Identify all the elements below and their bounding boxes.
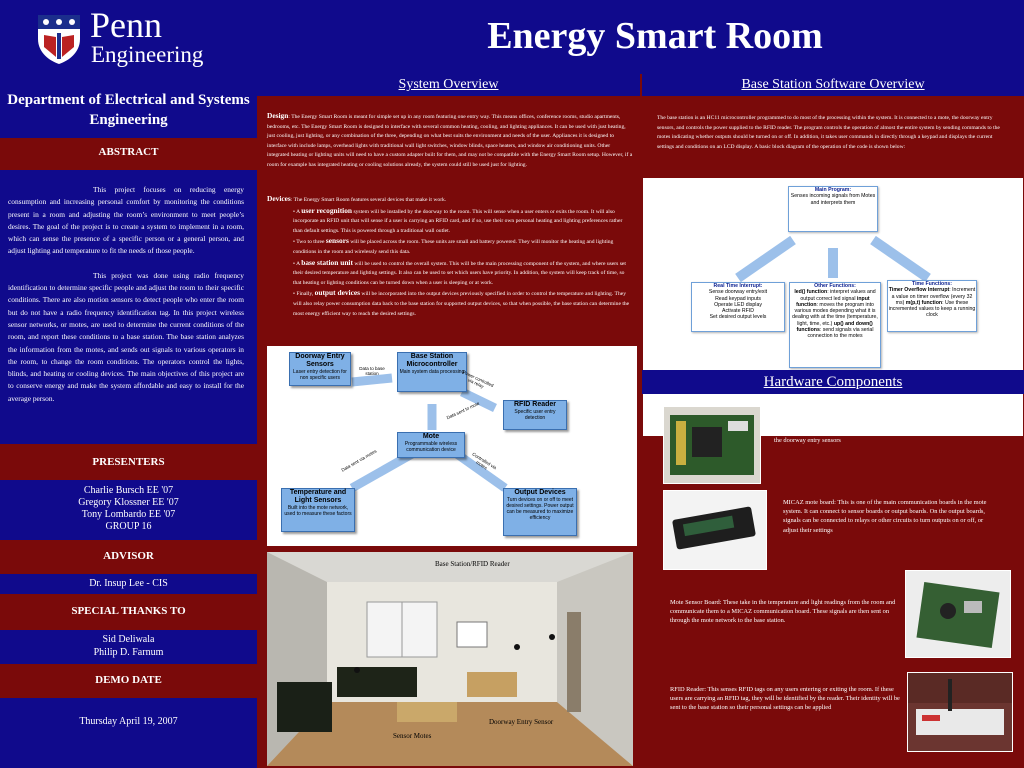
design-label: Design bbox=[267, 111, 289, 120]
function-desc: : Increment a value on timer overflow (every 32 ms) bbox=[891, 287, 976, 306]
hc11-caption: The HC11 microcontroller: This is the base station of the system, and provides the main processing power. It is connected to the motes, the power supply for the RFID reader, and the doorway entry sensors bbox=[774, 419, 1004, 445]
main-area bbox=[257, 74, 1024, 768]
rfid-device-icon bbox=[908, 673, 1012, 751]
hc11-board-image bbox=[663, 406, 761, 484]
box-title: Doorway Entry Sensors bbox=[295, 353, 345, 368]
micaz-board-image bbox=[663, 490, 767, 570]
bullet-prefix: Two to three bbox=[296, 239, 326, 246]
time-functions-box bbox=[887, 280, 977, 332]
bullet-text: system will be installed by the doorway to the room. This will sense when a user enters or exits the room. It will also incorporate an RFID unit that will sense if a user is carrying an RFID card, and if so, use their own personal heating and lighting preferences rather than default settings. This is powered through a traditional wall outlet. bbox=[293, 208, 623, 234]
hardware-heading: Hardware Components bbox=[642, 370, 1024, 394]
bullet-prefix: A bbox=[296, 208, 302, 215]
design-paragraph bbox=[267, 111, 633, 171]
presenter-name: Tony Lombardo EE '07 bbox=[81, 509, 176, 520]
box-title: Real Time Interrupt: bbox=[713, 283, 763, 289]
function-desc: : moves the program into various modes depending what it is dealing with at the time (temperature, light, time, etc.) bbox=[792, 301, 878, 327]
bullet-term: sensors bbox=[325, 236, 349, 246]
poster-title: Energy Smart Room bbox=[487, 15, 823, 57]
bullet-term: user recognition bbox=[301, 205, 353, 215]
label-sensor-motes: Sensor Motes bbox=[393, 732, 432, 740]
device-bullet: • Finally, output devices will be incorporated into the output devices previously specified in order to control the temperature and lighting. They will also relay power consumption data back to the base station for supported output devices, so that when possible, the base station can determine the most energy efficient way to reach the desired settings. bbox=[293, 288, 630, 317]
arrow-label-controlled: Controlled via motes bbox=[471, 451, 498, 471]
function-desc: : send signals via serial connection to the motes bbox=[807, 327, 874, 340]
device-bullet: • A base station unit will be used to control the overall system. This will be the main processing component of the system, and where users set their desired temperature and lighting settings. It also can be used to set which users have priority. In addition, the system will keep track of time, so that heating or lighting conditions can be turned down when a user is sleeping or at work. bbox=[293, 257, 626, 286]
demo-panel bbox=[0, 698, 257, 768]
device-bullet: • Two to three sensors will be placed across the room. These units are small and battery powered. They will monitor the heating and lighting conditions in the room and wirelessly send this data. bbox=[293, 236, 614, 255]
devices-intro-text: : The Energy Smart Room features several devices that make it work. bbox=[290, 197, 447, 203]
advisor-heading: ADVISOR bbox=[103, 550, 154, 562]
box-title: Mote bbox=[422, 433, 440, 440]
bullet-prefix: Finally, bbox=[296, 291, 315, 298]
bullet-term: base station unit bbox=[301, 257, 353, 267]
mote-board-icon bbox=[664, 491, 766, 569]
bullet-text: will be placed across the room. These units are small and battery powered. They will monitor the heating and lighting conditions in the room and wirelessly send this data. bbox=[293, 239, 614, 255]
box-text: Laser entry detection for non specific users bbox=[293, 369, 347, 381]
presenters-heading: PRESENTERS bbox=[92, 456, 165, 468]
box-text: Sense doorway entry/exit Read keypad inputs Operate LED display Activate RFID Set desired output levels bbox=[708, 289, 768, 321]
box-title: Output Devices bbox=[514, 489, 566, 496]
devices-section bbox=[267, 194, 633, 319]
other-functions-box bbox=[789, 282, 881, 368]
mote-box bbox=[397, 432, 465, 458]
function-name: up() and down() functions bbox=[796, 320, 873, 334]
rfid-reader-box bbox=[503, 400, 567, 430]
department-panel bbox=[0, 74, 257, 138]
thanks-heading: SPECIAL THANKS TO bbox=[71, 605, 186, 617]
bullet-text: will be used to control the overall system. This will be the main processing component of the system, and where users set their desired temperature and lighting settings. It also can be used to set which users have priority. In addition, the system will keep track of time, so that heating or lighting conditions can be turned down when a user is sleeping or at work. bbox=[293, 260, 626, 286]
box-title: Base Station Microcontroller bbox=[406, 353, 458, 368]
thanks-name: Philip D. Farnum bbox=[93, 647, 164, 658]
bullet-text: will be incorporated into the output devices previously specified in order to control the temperature and lighting. They will also relay power consumption data back to the base station for supported output devices, so that when possible, the base station can determine the most energy efficient way to reach the desired settings. bbox=[293, 291, 630, 317]
design-text: : The Energy Smart Room is meant for simple set up in any room featuring one entry way. This means offices, conference rooms, studio apartments, bedrooms, etc. The Energy Smart Room is designed to interface with several common heating, cooling, and lighting appliances. It can be used with just heating, just cooling, just lighting, or any combination of the three, depending on what best suits the environment and needs of the user. Appliances it is designed to interface with include lamps, overhead lights with traditional wall light switches, window blinds, space heaters, and window air conditioning units. Other integrated heating or lighting units will need to have a custom adapter built for them, and may not be compatible with the Energy Smart Room setup. However, if a room for example has integrated heating or cooling solutions already, the system could still be used just for lighting. bbox=[267, 114, 633, 168]
software-paragraph: The base station is an HC11 microcontroller programmed to do most of the processing within the system. It is connected to a mote, the doorway entry sensors, and controls the power supplied to the RFID reader. The program controls the operation of almost the entire system by sending commands to the motes indicating whether outputs should be turned on or off. In addition, it takes user commands in directly through a keypad and displays the current settings and conditions on an LCD display. A basic block diagram of the operation of the code is shown below: bbox=[657, 115, 1000, 150]
department-name: Department of Electrical and Systems Engineering bbox=[7, 92, 250, 128]
left-column bbox=[0, 74, 257, 768]
function-name: Timer Overflow Interrupt bbox=[888, 287, 950, 294]
function-name: led() function bbox=[794, 289, 828, 296]
arrow-label-power: Power controlled via relay bbox=[461, 369, 495, 390]
devices-intro bbox=[267, 194, 633, 206]
software-overview-heading: Base Station Software Overview bbox=[642, 74, 1024, 96]
sensor-board-caption: Mote Sensor Board: These take in the temperature and light readings from the room and communicate them to a MICAZ communication board. These signals are then sent on through the mote network to the base station. bbox=[670, 599, 896, 625]
header-bar bbox=[0, 0, 1024, 74]
box-title: Temperature and Light Sensors bbox=[289, 489, 347, 504]
label-doorway-sensor: Doorway Entry Sensor bbox=[489, 718, 554, 726]
abstract-text bbox=[8, 184, 244, 417]
brand-engineering: Engineering bbox=[91, 42, 204, 67]
room-render-image bbox=[267, 552, 633, 766]
main-program-box bbox=[788, 186, 878, 232]
group-number: GROUP 16 bbox=[105, 521, 152, 532]
presenter-name: Charlie Bursch EE '07 bbox=[83, 485, 174, 496]
box-text: Programmable wireless communication device bbox=[404, 441, 458, 453]
sensor-board-image bbox=[905, 570, 1011, 658]
temperature-sensors-box bbox=[281, 488, 355, 532]
function-name: input function bbox=[796, 295, 870, 308]
system-diagram bbox=[267, 346, 637, 546]
base-station-box bbox=[397, 352, 467, 392]
function-desc: : Use these incremented values to keep a running clock bbox=[888, 299, 976, 319]
abstract-paragraph: This project was done using radio frequency identification to determine specific people and adjust the room to their specific conditions. There are also motion sensors to detect people who enter the room but do not have a radio frequency identification tag. In this project wireless sensor networks, or motes, are used to determine the current conditions of the room, and report these conditions to a base station. The base station analyzes the information from the motes, and sends out signals to various operators in the room, to change the room conditions. The operators control the lights, blinds, and heating or cooling devices. The main objectives of this project are to conserve energy and make the system affordable and easy to install for the average person. bbox=[8, 270, 244, 403]
micaz-caption: MICAZ mote board: This is one of the main communication boards in the mote system. It can connect to sensor boards or output boards. On the output boards, signals can be connected to relays or other circuits to turn outputs on or off, or adjust their settings bbox=[783, 499, 987, 534]
box-text: Main system data processing bbox=[399, 369, 465, 375]
function-desc: : interpret values and output correct led signal bbox=[800, 289, 876, 302]
bullet-term: output devices bbox=[314, 288, 361, 298]
demo-heading: DEMO DATE bbox=[95, 674, 162, 686]
box-title: Time Functions: bbox=[912, 281, 952, 287]
box-text: Turn devices on or off to meet desired settings. Power output can be measured to maximize efficiency bbox=[506, 497, 574, 521]
thanks-name: Sid Deliwala bbox=[102, 634, 155, 645]
box-title: RFID Reader bbox=[513, 401, 556, 408]
label-base-station-rfid: Base Station/RFID Reader bbox=[435, 560, 510, 568]
room-illustration bbox=[267, 552, 633, 766]
real-time-interrupt-box bbox=[691, 282, 785, 332]
advisor-name: Dr. Insup Lee - CIS bbox=[89, 578, 168, 589]
circuit-board-icon bbox=[664, 407, 760, 483]
arrow-label-data-base: Data to base station bbox=[359, 366, 385, 376]
box-text: Senses incoming signals from Motes and interprets them bbox=[790, 193, 876, 206]
rfid-caption: RFID Reader: This senses RFID tags on any users entering or exiting the room. If these users are carrying an RFID tag, they will be identified by the reader. Their identity will be sent to the base station so their personal settings can be applied bbox=[670, 686, 900, 712]
devices-label: Devices bbox=[267, 194, 291, 203]
arrow-label-data-motes: Data sent via motes bbox=[340, 448, 378, 473]
penn-shield-icon bbox=[36, 13, 82, 65]
rfid-reader-image bbox=[907, 672, 1013, 752]
brand-penn: Penn bbox=[90, 5, 162, 45]
doorway-sensors-box bbox=[289, 352, 351, 386]
arrow-label-data-mote: Data sent to mote bbox=[445, 400, 481, 421]
sensor-board-icon bbox=[906, 571, 1010, 657]
bullet-prefix: A bbox=[296, 260, 302, 267]
presenter-name: Gregory Klossner EE '07 bbox=[78, 497, 179, 508]
function-name: m(p,t) function bbox=[905, 299, 943, 306]
output-devices-box bbox=[503, 488, 577, 536]
box-text: Built into the mote network, used to measure these factors bbox=[284, 505, 352, 517]
box-title: Main Program: bbox=[814, 187, 852, 193]
box-title: Other Functions: bbox=[814, 283, 856, 289]
software-diagram bbox=[643, 178, 1023, 436]
demo-date: Thursday April 19, 2007 bbox=[79, 716, 178, 727]
abstract-paragraph: This project focuses on reducing energy consumption and increasing personal comfort by monitoring the conditions present in a room and adjusting the room’s environment to meet people’s desires. The goal of the project is to create a system to implement in a room, which can sense the presence of a specific person or a general person, and adjust lighting and temperature to fit the needs of those people. bbox=[8, 185, 244, 256]
device-bullet: • A user recognition system will be installed by the doorway to the room. This will sense when a user enters or exits the room. It will also incorporate an RFID unit that will sense if a user is carrying an RFID card, and if so, use their own personal heating and lighting preferences rather than default settings. This is powered through a traditional wall outlet. bbox=[293, 205, 623, 234]
abstract-heading: ABSTRACT bbox=[98, 146, 159, 158]
system-overview-heading: System Overview bbox=[257, 74, 640, 96]
box-text: Specific user entry detection bbox=[514, 409, 556, 421]
